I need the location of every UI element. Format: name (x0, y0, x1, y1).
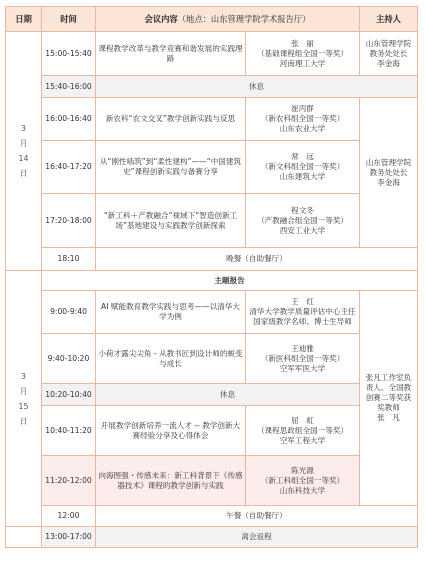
schedule-table (5, 6, 418, 548)
day2-topic-2: 小荷才露尖尖角 - 从教书匠到设计师的蜕变与成长 (96, 334, 246, 384)
day2-time-2: 9:40-10:20 (42, 334, 96, 384)
header-row (6, 7, 418, 32)
day2-speaker-1: 王 红 清华大学教学质量评估中心主任 国家级教学名师、博士生导师 (246, 291, 360, 334)
day2-speaker-2: 王迪雅 （新医科组全国一等奖） 空军军医大学 (246, 334, 360, 384)
day2-row-4 (6, 406, 418, 456)
day1-time-6: 18:10 (42, 248, 96, 271)
day2-time-5: 11:20-12:00 (42, 456, 96, 506)
day2-time-7: 13:00-17:00 (42, 527, 96, 548)
day2-lunch-row (6, 506, 418, 527)
day2-lunch: 午餐（自助餐厅） (96, 506, 418, 527)
day2-time-1: 9:00-9:40 (42, 291, 96, 334)
day1-time-1: 15:00-15:40 (42, 32, 96, 76)
day1-topic-3: 新农科“农文交叉”教学创新实践与反思 (96, 98, 246, 141)
day1-break-row (6, 76, 418, 98)
day2-topic-5: 向海图强・传感未来：新工科背景下《传感器技术》课程的教学创新与实践 (96, 456, 246, 506)
day2-speaker-4: 屈 虹 （课程思政组全国一等奖） 空军工程大学 (246, 406, 360, 456)
day2-depart: 离会返程 (96, 527, 418, 548)
header-date: 日期 (6, 7, 42, 32)
day2-break: 休息 (96, 384, 360, 406)
header-time: 时间 (42, 7, 96, 32)
day2-break-row (6, 384, 418, 406)
header-content (96, 7, 360, 32)
day1-row-1 (6, 32, 418, 76)
day1-host-b: 山东管理学院 教务处处长 李金海 (360, 98, 418, 248)
day1-row-5 (6, 194, 418, 248)
day2-time-3: 10:20-10:40 (42, 384, 96, 406)
day2-section-row (6, 271, 418, 291)
day1-topic-5: “新工科＋产教融合”视域下“智造创新工场”基地建设与实践教学创新探索 (96, 194, 246, 248)
day1-date: 3 月 14 日 (6, 32, 42, 271)
day2-time-4: 10:40-11:20 (42, 406, 96, 456)
day2-topic-4: 开展教学创新培养一流人才 -- 教学创新大赛经验分享及心得体会 (96, 406, 246, 456)
day1-break: 休息 (96, 76, 418, 98)
day1-speaker-4: 常 远 （新文科组全国一等奖） 山东建筑大学 (246, 141, 360, 194)
day2-host: 张凡工作室负责人、全国教创赛二等奖获奖教师 张 凡 (360, 291, 418, 506)
day2-row-1 (6, 291, 418, 334)
day2-date: 3 月 15 日 (6, 271, 42, 527)
day1-speaker-3: 崔丙群 （新农科组全国一等奖） 山东农业大学 (246, 98, 360, 141)
day1-host-a: 山东管理学院 教务处处长 李金海 (360, 32, 418, 76)
day1-time-5: 17:20-18:00 (42, 194, 96, 248)
header-content-main: 会议内容 (144, 14, 178, 24)
day2-topic-1: AI 赋能教育教学实践与思考——以清华大学为例 (96, 291, 246, 334)
day1-speaker-5: 程文冬 （产教融合组全国一等奖） 西安工业大学 (246, 194, 360, 248)
day1-time-2: 15:40-16:00 (42, 76, 96, 98)
day1-time-4: 16:40-17:20 (42, 141, 96, 194)
day2-speaker-5: 陈光源 （新工科组全国一等奖） 山东科技大学 (246, 456, 360, 506)
day1-row-3 (6, 98, 418, 141)
day2-row-5 (6, 456, 418, 506)
day2-section-title: 主题报告 (42, 271, 418, 291)
day1-time-3: 16:00-16:40 (42, 98, 96, 141)
day1-topic-4: 从“刚性啮筑”到“柔性建构”——“中国建筑史”课程创新实践与备赛分享 (96, 141, 246, 194)
day2-time-6: 12:00 (42, 506, 96, 527)
day2-depart-row (6, 527, 418, 548)
day1-topic-1: 课程教学改革与教学竞赛和谐发展的实践理路 (96, 32, 246, 76)
header-content-location: （地点：山东管理学院学术报告厅） (177, 14, 311, 24)
day1-row-4 (6, 141, 418, 194)
schedule (5, 6, 417, 548)
day2-row-2 (6, 334, 418, 384)
header-host: 主持人 (360, 7, 418, 32)
day1-speaker-1: 张 丽 （基础课程组全国一等奖） 河南理工大学 (246, 32, 360, 76)
day1-dinner: 晚餐（自助餐厅） (96, 248, 418, 271)
day1-meal-row (6, 248, 418, 271)
